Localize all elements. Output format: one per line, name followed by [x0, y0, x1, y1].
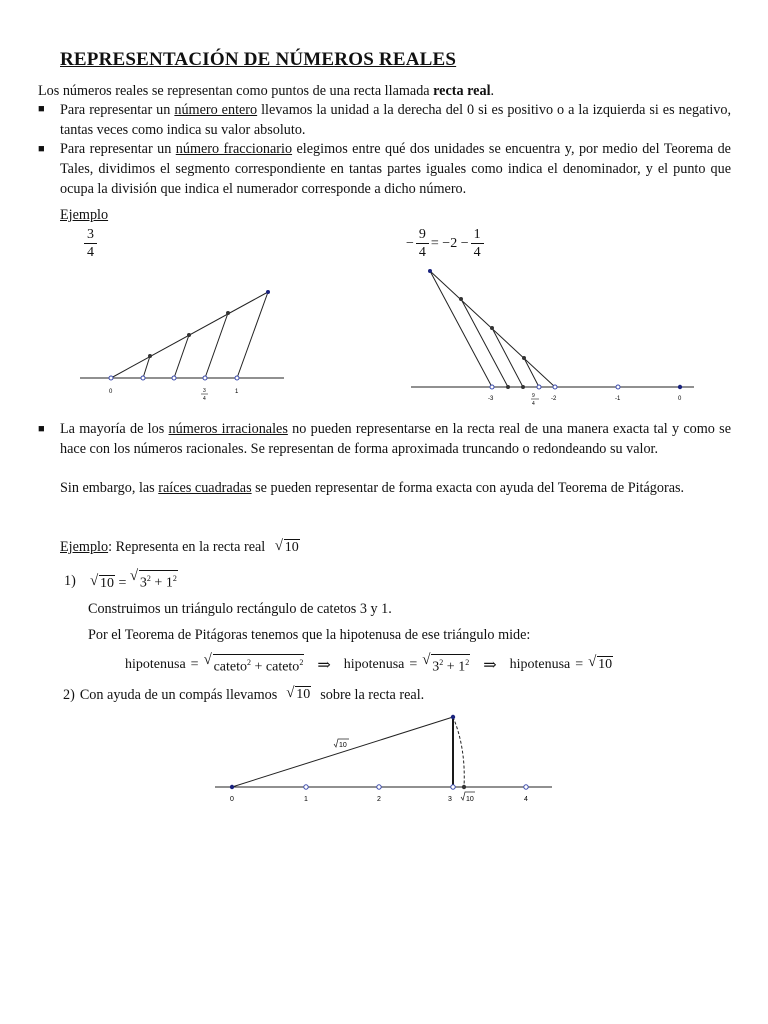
implies-arrow: ⇒ — [317, 656, 331, 674]
tick-label-minus-9-4-num: 9 — [532, 393, 535, 399]
division-point — [428, 269, 432, 273]
bullet1-term: número entero — [174, 102, 258, 118]
point-two — [377, 785, 381, 789]
step2-number: 2) — [63, 687, 75, 703]
example2-text: : Representa en la recta real — [108, 539, 266, 555]
figure-sqrt-ten — [210, 708, 560, 813]
division-point — [522, 356, 526, 360]
bullet2-pre: Para representar un — [60, 141, 176, 157]
frac-den: 4 — [87, 245, 94, 260]
parallel-line — [430, 271, 492, 387]
bullet2-post: elegimos entre qué dos unidades se encuentra y, por medio del Teorema de Tales, dividimos el segmento correspondiente en tantas partes iguales como indica el denominador, y el punto que ocupa la división que indica el numerador corresponde a dicho número. — [60, 141, 731, 197]
parallel-line — [143, 356, 150, 378]
point-half — [172, 376, 176, 380]
step2-line — [63, 685, 424, 705]
example2-label: Ejemplo — [60, 539, 109, 555]
tick-label-sqrt-10: 10 — [466, 796, 474, 803]
bullet3-pre: La mayoría de los — [60, 421, 169, 437]
division-point — [187, 333, 191, 337]
bullet3-term: números irracionales — [168, 421, 288, 437]
bullet3b-post: se pueden representar de forma exacta con ayuda del Teorema de Pitágoras. — [251, 480, 685, 496]
step2-post: sobre la recta real. — [320, 687, 425, 703]
frac-num: 3 — [84, 226, 97, 244]
triangle-apex — [451, 715, 455, 719]
bullet3b-text — [60, 478, 731, 498]
step1-equation — [90, 570, 178, 592]
tick-label-1: 1 — [304, 796, 308, 803]
division-point — [226, 311, 230, 315]
frac-num: 9 — [416, 226, 429, 244]
tick-label-2: 2 — [377, 796, 381, 803]
example1-label — [60, 205, 108, 225]
tick-label-0: 0 — [678, 396, 682, 402]
tick-label-minus-2: -2 — [551, 396, 557, 402]
tick-label-0: 0 — [230, 796, 234, 803]
example2-line — [60, 537, 300, 558]
minus-sign: − — [406, 235, 414, 251]
bullet2-text — [60, 139, 731, 199]
step1-line2: Por el Teorema de Pitágoras tenemos que la hipotenusa de ese triángulo mide: — [88, 627, 531, 643]
figure-minus-nine-quarters — [408, 262, 698, 412]
sqrt-sum-of-squares: √ $3^2 + 1^2$ — [129, 568, 177, 591]
point-minus-three — [490, 385, 494, 389]
sqrt-ten: √ 10 — [274, 538, 299, 555]
bullet1-post: llevamos la unidad a la derecha del 0 si es positivo o a la izquierda si es negativo, tantas veces como indica su valor absoluto. — [60, 102, 732, 138]
point-three — [451, 785, 455, 789]
point-zero — [678, 385, 682, 389]
frac-num: 1 — [471, 226, 484, 244]
tick-label-0: 0 — [109, 389, 113, 395]
implies-arrow: ⇒ — [483, 656, 497, 674]
sqrt-sum-of-squares: √ $3^2 + 1^2$ — [422, 652, 470, 675]
sqrt-ten: √ 10 — [588, 654, 613, 673]
point-zero — [230, 785, 234, 789]
equals-sign: = — [190, 656, 199, 672]
point-minus-two — [553, 385, 557, 389]
point-zero — [109, 376, 113, 380]
intro-text — [38, 81, 494, 101]
sqrt-cathetus-sum: √ cateto$^2$ + cateto$^2$ — [203, 652, 304, 675]
hypotenuse — [232, 717, 453, 787]
point-quarter — [141, 376, 145, 380]
bullet3-text — [60, 419, 731, 459]
intro-bold: recta real — [433, 83, 491, 99]
parallel-line — [237, 292, 268, 378]
equals-text: = −2 − — [430, 235, 469, 251]
step2-pre: Con ayuda de un compás llevamos — [79, 687, 278, 703]
hypotenuse-word: hipotenusa — [125, 656, 186, 672]
page-title: REPRESENTACIÓN DE NÚMEROS REALES — [60, 49, 457, 70]
equals-sign: = — [409, 656, 418, 672]
equals-sign: = — [575, 656, 584, 672]
bullet-marker: ■ — [38, 423, 45, 435]
step1-number: 1) — [64, 573, 76, 589]
hypotenuse-word: hipotenusa — [509, 656, 571, 672]
bullet1-pre: Para representar un — [60, 102, 175, 118]
compass-arc — [453, 717, 464, 787]
tick-label-minus-9-4-den: 4 — [532, 401, 535, 407]
bullet-marker: ■ — [38, 103, 45, 115]
point-minus-nine-quarters — [537, 385, 541, 389]
point-minus-one — [616, 385, 620, 389]
fraction-three-quarters — [84, 226, 97, 261]
intro-pre: Los números reales se representan como puntos de una recta llamada — [38, 83, 434, 99]
parallel-line — [492, 328, 523, 387]
hypotenuse-word: hipotenusa — [343, 656, 405, 672]
fraction-one-quarter — [471, 226, 484, 261]
point-three-quarters — [203, 376, 207, 380]
tick-label-4: 4 — [524, 796, 528, 803]
tick-label-3-4-den: 4 — [203, 396, 206, 402]
point-one — [235, 376, 239, 380]
sqrt-ten: √ 10 — [286, 685, 311, 702]
bullet1-text — [60, 100, 731, 140]
tick-label-1: 1 — [235, 389, 239, 395]
bullet3-post: no pueden representarse en la recta real de una manera exacta tal y como se hace con los números racionales. Se representan de forma aproximada truncando o redondeando su valor. — [60, 421, 731, 457]
division-point — [490, 326, 494, 330]
frac-den: 4 — [473, 245, 481, 260]
point-four — [524, 785, 528, 789]
sqrt-ten: √ 10 — [90, 572, 114, 591]
tick-label-minus-1: -1 — [615, 396, 621, 402]
example1-label-text: Ejemplo — [60, 207, 109, 223]
division-point — [148, 354, 152, 358]
parallel-line — [524, 358, 539, 387]
tick-label-minus-3: -3 — [488, 396, 494, 402]
bullet3b-pre: Sin embargo, las — [60, 480, 159, 496]
point-one — [304, 785, 308, 789]
bullet3b-term: raíces cuadradas — [158, 480, 252, 496]
division-point — [459, 297, 463, 301]
bullet2-term: número fraccionario — [175, 141, 293, 157]
parallel-line — [174, 335, 189, 378]
bullet-marker: ■ — [38, 143, 45, 155]
division-foot — [521, 385, 525, 389]
division-foot — [506, 385, 510, 389]
tick-label-3-4-num: 3 — [203, 388, 206, 394]
point-sqrt-ten — [462, 785, 466, 789]
parallel-line — [205, 313, 228, 378]
fraction-nine-quarters — [416, 226, 429, 261]
fraction-equation — [406, 226, 484, 261]
equals-sign: = — [118, 575, 127, 591]
step1-line1: Construimos un triángulo rectángulo de catetos 3 y 1. — [88, 601, 392, 617]
division-point — [266, 290, 270, 294]
figure-three-quarters — [78, 282, 288, 407]
hypotenuse-label: 10 — [339, 742, 347, 749]
hypotenuse-derivation — [125, 654, 613, 676]
intro-post: . — [490, 83, 495, 99]
frac-den: 4 — [418, 245, 426, 260]
tick-label-3: 3 — [448, 796, 452, 803]
